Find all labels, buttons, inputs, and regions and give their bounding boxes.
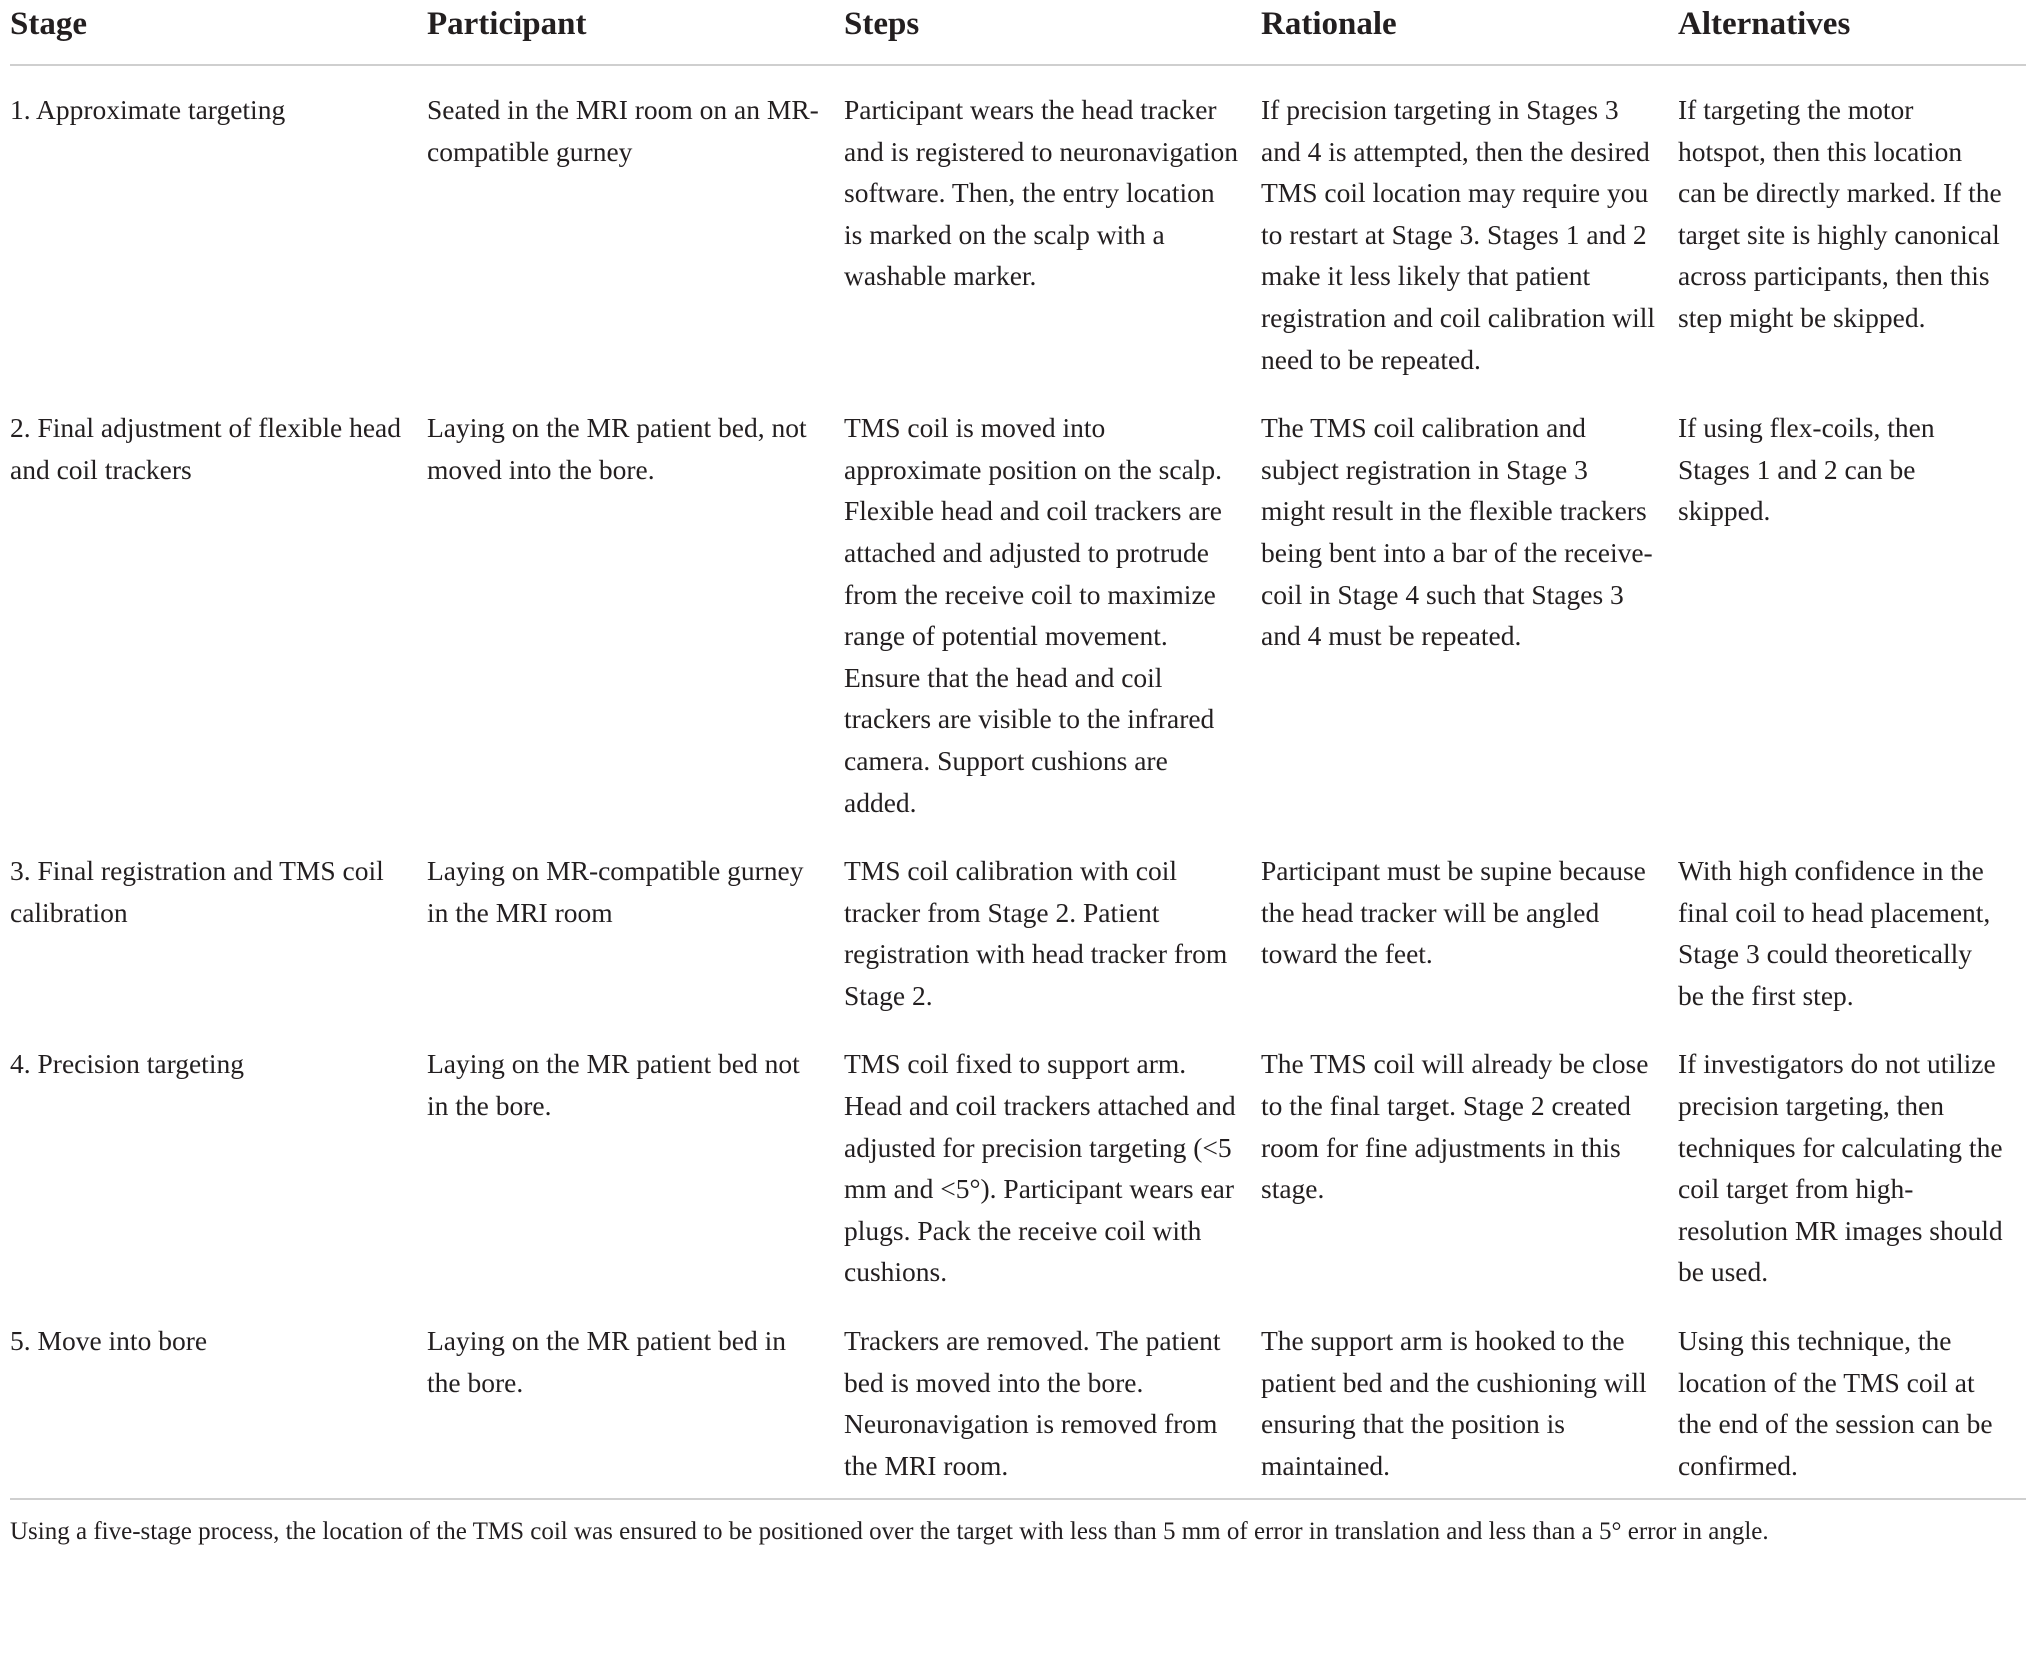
cell-stage: 5. Move into bore	[10, 1299, 427, 1499]
table-row	[10, 65, 2026, 386]
table-row	[10, 1299, 2026, 1499]
table-row	[10, 386, 2026, 829]
cell-participant: Seated in the MRI room on an MR-compatible gurney	[427, 94, 819, 167]
cell-rationale: The TMS coil will already be close to the final target. Stage 2 created room for fine adjustments in this stage.	[1261, 1048, 1649, 1205]
cell-rationale: Participant must be supine because the head tracker will be angled toward the feet.	[1261, 855, 1646, 970]
cell-stage: 1. Approximate targeting	[10, 94, 286, 125]
cell-participant: Laying on the MR patient bed not in the bore.	[427, 1048, 800, 1122]
cell-alternatives: If investigators do not utilize precision targeting, then techniques for calculating the coil target from high-resolution MR images should be used.	[1678, 1048, 2003, 1288]
table-header	[10, 0, 2026, 65]
cell-alternatives: If targeting the motor hotspot, then this location can be directly marked. If the target site is highly canonical across participants, then this step might be skipped.	[1678, 94, 2002, 333]
cell-rationale: The support arm is hooked to the patient bed and the cushioning will ensuring that the position is maintained.	[1261, 1299, 1678, 1499]
cell-participant: Laying on the MR patient bed, not moved into the bore.	[427, 412, 807, 485]
header-alternatives: Alternatives	[1678, 0, 2026, 65]
cell-stage: 2. Final adjustment of flexible head and coil trackers	[10, 412, 402, 485]
cell-rationale: The TMS coil calibration and subject registration in Stage 3 might result in the flexible trackers being bent into a bar of the receive-coil in Stage 4 such that Stages 3 and 4 must be repeated.	[1261, 412, 1653, 652]
table-row	[10, 1022, 2026, 1299]
cell-rationale: If precision targeting in Stages 3 and 4 is attempted, then the desired TMS coil location may require you to restart at Stage 3. Stages 1 and 2 make it less likely that patient registration and coil calibration will need to be repeated.	[1261, 94, 1656, 375]
header-steps: Steps	[844, 0, 1261, 65]
cell-alternatives: Using this technique, the location of the TMS coil at the end of the session can be confirmed.	[1678, 1299, 2026, 1499]
cell-participant: Laying on MR-compatible gurney in the MRI room	[427, 855, 804, 928]
table-footnote: Using a five-stage process, the location of the TMS coil was ensured to be positioned over the target with less than 5 mm of error in translation and less than a 5° error in angle.	[10, 1518, 1769, 1546]
header-participant: Participant	[427, 0, 844, 65]
header-rationale: Rationale	[1261, 0, 1678, 65]
cell-alternatives: With high confidence in the final coil to head placement, Stage 3 could theoretically be the first step.	[1678, 855, 1991, 1011]
table-body	[10, 65, 2026, 1499]
stages-table	[10, 0, 2026, 1500]
cell-stage: 4. Precision targeting	[10, 1048, 244, 1080]
cell-steps: Trackers are removed. The patient bed is moved into the bore. Neuronavigation is removed from the MRI room.	[844, 1299, 1261, 1499]
cell-steps: TMS coil fixed to support arm. Head and coil trackers attached and adjusted for precision targeting (<5 mm and <5°). Participant wears ear plugs. Pack the receive coil with cushions.	[844, 1048, 1236, 1288]
cell-stage: 3. Final registration and TMS coil calibration	[10, 855, 384, 928]
header-stage: Stage	[10, 0, 427, 65]
cell-alternatives: If using flex-coils, then Stages 1 and 2 can be skipped.	[1678, 412, 1935, 527]
header-row	[10, 0, 2026, 65]
cell-steps: TMS coil is moved into approximate position on the scalp. Flexible head and coil trackers are attached and adjusted to protrude from the receive coil to maximize range of potential movement. Ensure that the head and coil trackers are visible to the infrared camera. Support cushions are added.	[844, 412, 1223, 818]
cell-participant: Laying on the MR patient bed in the bore.	[427, 1299, 844, 1499]
cell-steps: TMS coil calibration with coil tracker from Stage 2. Patient registration with head tracker from Stage 2.	[844, 855, 1228, 1011]
table-row	[10, 829, 2026, 1022]
cell-steps: Participant wears the head tracker and is registered to neuronavigation software. Then, the entry location is marked on the scalp with a washable marker.	[844, 94, 1239, 292]
